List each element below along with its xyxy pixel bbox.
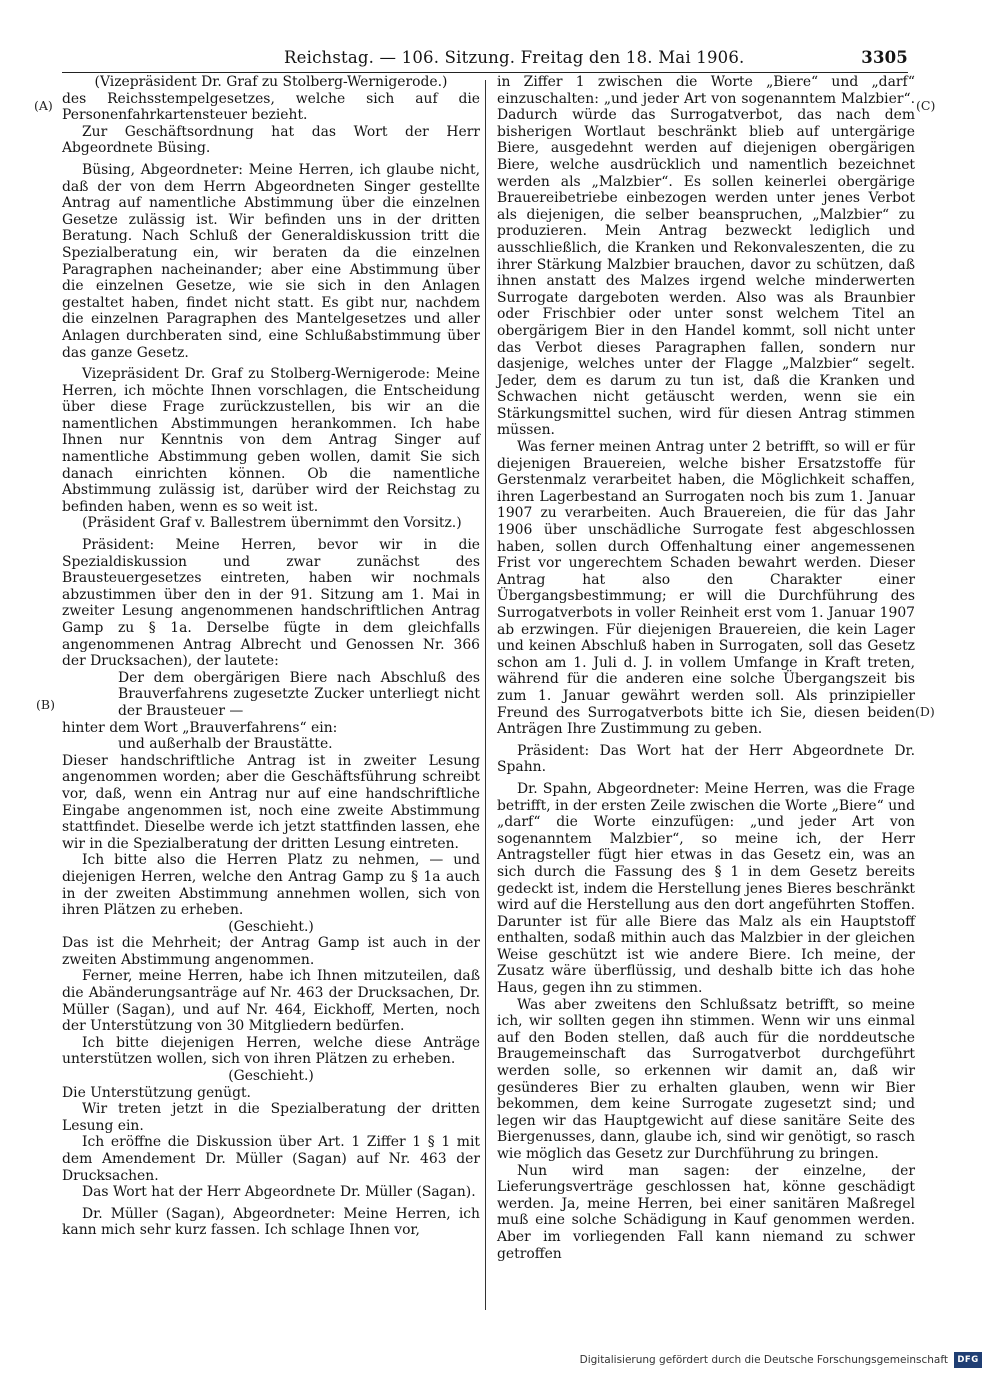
paragraph: Das ist die Mehrheit; der Antrag Gamp ist auch in der zweiten Abstimmung angenommen. <box>62 935 480 968</box>
paragraph: Wir treten jetzt in die Spezialberatung der dritten Lesung ein. <box>62 1101 480 1134</box>
paragraph: Die Unterstützung genügt. <box>62 1084 251 1101</box>
right-column <box>497 74 915 1262</box>
speech-spahn: Dr. Spahn, Abgeordneter: Meine Herren, was die Frage betrifft, in der ersten Zeile zwischen die Worte „Biere“ und „darf“ die Worte einzufügen: „und jeder Art von sogenanntem Malzbier“, so meine ich, der Herr Antragsteller fügt hier etwas in das Gesetz ein, was an sich durch die Fassung des § 1 in dem Gesetz bereits gedeckt ist, indem die Herstellung jenes Bieres beschränkt wird auf die Herstellung aus den dort angeführten Stoffen. Darunter ist für alle Biere das Malz als ein Hauptstoff enthalten, sodaß mithin auch das Malzbier in der gleichen Weise geschützt ist wie andere Biere. Ich meine, der Zusatz wäre überflüssig, und deshalb bitte ich das hohe Haus, gegen ihn zu stimmen. <box>497 780 915 997</box>
paragraph: des Reichsstempelgesetzes, welche sich auf die Personenfahrkartensteuer bezieht. <box>62 90 480 124</box>
paragraph: Was ferner meinen Antrag unter 2 betrifft, so will er für diejenigen Brauereien, welche bisher Ersatzstoffe für Gerstenmalz verarbeitet haben, die Möglichkeit schaffen, ihren Lagerbestand an Surrogaten noch bis zum 1. Januar 1907 zu verarbeiten. Auch Brauereien, die für das Jahr 1906 über unschädliche Surrogate fest abgeschlossen haben, sollen durch Offenhaltung einer angemessenen Frist vor ungerechtem Schaden bewahrt werden. Dieser Antrag hat also den Charakter einer Übergangsbestimmung; er will die Durchführung des Surrogatverbots in voller Reinheit erst vom 1. Januar 1907 ab erzwingen. Für diejenigen Brauereien, die kein Lager und keinen Abschluß haben in Surrogaten, soll das Gesetz schon am 1. Juli d. J. in vollem Umfange in Kraft treten, während für die anderen eine solche Übergangszeit bis zum 1. Januar gewährt werden soll. Als prinzipieller Freund des Surrogatverbots bitte ich Sie, diesen beiden Anträgen Ihre Zustimmung zu geben. <box>497 439 915 738</box>
margin-marker-b: (B) <box>36 697 55 712</box>
paragraph: Ich bitte also die Herren Platz zu nehmen, — und diejenigen Herren, welche den Antrag Gamp zu § 1a auch in der zweiten Abstimmung annehmen wollen, sich von ihren Plätzen zu erheben. <box>62 852 480 919</box>
page-header <box>62 48 908 72</box>
paragraph: Das Wort hat der Herr Abgeordnete Dr. Müller (Sagan). <box>82 1184 476 1201</box>
speech-buesing: Büsing, Abgeordneter: Meine Herren, ich glaube nicht, daß der von dem Herrn Abgeordneten Singer gestellte Antrag auf namentliche Abstimmung über die einzelnen Gesetze zulässig ist. Wir befinden uns in der dritten Beratung. Nach Schluß der Generaldiskussion tritt die Spezialberatung ein, wir beraten da die einzelnen Paragraphen nacheinander; aber eine Abstimmung über die einzelnen Gesetze, wie sie sich in den Anlagen gestaltet haben, findet nicht statt. Es gibt nur, nachdem die einzelnen Paragraphen des Mantelgesetzes und aller Anlagen durchberaten sind, eine Schlußabstimmung über das ganze Gesetz. <box>62 161 480 361</box>
footer-credit: Digitalisierung gefördert durch die Deutsche Forschungsgemeinschaft <box>579 1354 948 1366</box>
paragraph: Dieser handschriftliche Antrag ist in zweiter Lesung angenommen worden; aber die Geschäftsführung schreibt vor, daß, wenn ein Antrag nur auf eine handschriftliche Eingabe angenommen ist, noch eine zweite Abstimmung stattfindet. Dieselbe werde ich jetzt stattfinden lassen, ehe wir in die Spezialberatung der dritten Lesung eintreten. <box>62 752 480 852</box>
margin-marker-c: (C) <box>916 98 936 113</box>
paragraph: Ich bitte diejenigen Herren, welche diese Anträge unterstützen wollen, sich von ihren Plätzen zu erheben. <box>62 1034 480 1068</box>
paragraph: Nun wird man sagen: der einzelne, der Lieferungsverträge geschlossen hat, könne geschädigt werden. Ja, meine Herren, bei einer sanitären Maßregel muß eine solche Schädigung in Kauf genommen werden. Aber im vorliegenden Fall kann niemand zu schwer getroffen <box>497 1162 915 1262</box>
quoted-text: Der dem obergärigen Biere nach Abschluß des Brauverfahrens zugesetzte Zucker unterliegt nicht der Brausteuer — <box>118 669 480 719</box>
paragraph: Ferner, meine Herren, habe ich Ihnen mitzuteilen, daß die Abänderungsanträge auf Nr. 463 der Drucksachen, Dr. Müller (Sagan), und auf Nr. 464, Eickhoff, Merten, noch der Unterstützung von 30 Mitgliedern bedürfen. <box>62 968 480 1035</box>
margin-marker-d: (D) <box>915 704 935 719</box>
speech-praesident: Präsident: Das Wort hat der Herr Abgeordnete Dr. Spahn. <box>497 742 915 776</box>
quoted-text: und außerhalb der Braustätte. <box>118 736 333 753</box>
speech-mueller: Dr. Müller (Sagan), Abgeordneter: Meine Herren, ich kann mich sehr kurz fassen. Ich schlage Ihnen vor, <box>62 1205 480 1239</box>
paragraph: Ich eröffne die Diskussion über Art. 1 Ziffer 1 § 1 mit dem Amendement Dr. Müller (Sagan) auf Nr. 463 der Drucksachen. <box>62 1134 480 1184</box>
paragraph: Was aber zweitens den Schlußsatz betrifft, so meine ich, wir sollten gegen ihn stimmen. Wenn wir uns einmal auf den Boden stellen, daß auch für die norddeutsche Braugemeinschaft das Surrogatverbot durchgeführt werden solle, so erkennen wir damit an, daß wir gesünderes Bier zu erhalten glauben, wenn wir Bier bekommen, dem keine Surrogate zugesetzt sind; und legen wir das Hauptgewicht auf diese sanitäre Seite des Biergenusses, dann, glaube ich, sind wir genötigt, so rasch wie möglich das Gesetz zur Durchführung zu bringen. <box>497 996 915 1162</box>
chair-note: (Vizepräsident Dr. Graf zu Stolberg-Wernigerode.) <box>94 74 448 90</box>
speech-vizepraesident: Vizepräsident Dr. Graf zu Stolberg-Wernigerode: Meine Herren, ich möchte Ihnen vorschlagen, die Entscheidung über diese Frage zurückzustellen, bis wir an die namentlichen Abstimmungen herankommen. Ich habe Ihnen nur Kenntnis von dem Antrag Singer auf namentliche Abstimmung geben wollen, damit Sie sich danach einrichten können. Ob die namentliche Abstimmung zulässig ist, darüber wird der Reichstag zu befinden haben, wenn es so weit ist. <box>62 366 480 515</box>
paragraph: hinter dem Wort „Brauverfahrens“ ein: <box>62 719 338 736</box>
page-number: 3305 <box>861 48 908 67</box>
header-rule <box>62 72 908 73</box>
chair-change-note: (Präsident Graf v. Ballestrem übernimmt den Vorsitz.) <box>82 515 462 532</box>
speech-praesident: Präsident: Meine Herren, bevor wir in die Spezialdiskussion und zwar zunächst des Brausteuergesetzes eintreten, haben wir nochmals abzustimmen über den in der 91. Sitzung am 1. Mai in zweiter Lesung angenommenen handschriftlichen Antrag Gamp zu § 1a. Derselbe fügte in dem gleichfalls angenommenen Antrag Albrecht und Genossen Nr. 366 der Drucksachen), der lautete: <box>62 537 480 670</box>
column-rule <box>485 80 486 1310</box>
running-header: Reichstag. — 106. Sitzung. Freitag den 18. Mai 1906. <box>284 48 745 67</box>
dfg-logo-icon: DFG <box>954 1352 982 1368</box>
footer <box>580 1349 982 1371</box>
left-column <box>62 74 480 1239</box>
margin-marker-a: (A) <box>34 98 53 113</box>
paragraph: in Ziffer 1 zwischen die Worte „Biere“ und „darf“ einzuschalten: „und jeder Art von sogenanntem Malzbier“. Dadurch würde das Surrogatverbot, das nach dem bisherigen Wortlaut beschränkt blieb auf untergärige Biere, ausgedehnt werden auf diejenigen obergärigen Biere, welche ausdrücklich und namentlich bezeichnet werden als „Malzbier“. Es sollen keinerlei obergärige Brauereibetriebe einbezogen werden unter jenes Verbot als diejenigen, die selber beanspruchen, „Malzbier“ zu produzieren. Mein Antrag bezweckt lediglich und ausschließlich, die Kranken und Rekonvaleszenten, die zu ihrer Stärkung Malzbier brauchen, davor zu schützen, daß ihnen anstatt des Malzes irgend welche minderwerten Surrogate dargeboten werden. Also was als Braunbier oder Frischbier oder unter sonst welchem Titel an obergärigem Bier in den Handel kommt, soll nicht unter das Verbot dieses Paragraphen fallen, sondern nur dasjenige, welches unter der Flagge „Malzbier“ segelt. Jeder, dem es darum zu tun ist, daß die Kranken und Schwachen nicht getäuscht werden, wenn sie ein Stärkungsmittel suchen, wird für diesen Antrag stimmen müssen. <box>497 74 915 439</box>
paragraph: Zur Geschäftsordnung hat das Wort der Herr Abgeordnete Büsing. <box>62 123 480 157</box>
stage-direction: (Geschieht.) <box>228 918 314 935</box>
stage-direction: (Geschieht.) <box>228 1068 314 1085</box>
